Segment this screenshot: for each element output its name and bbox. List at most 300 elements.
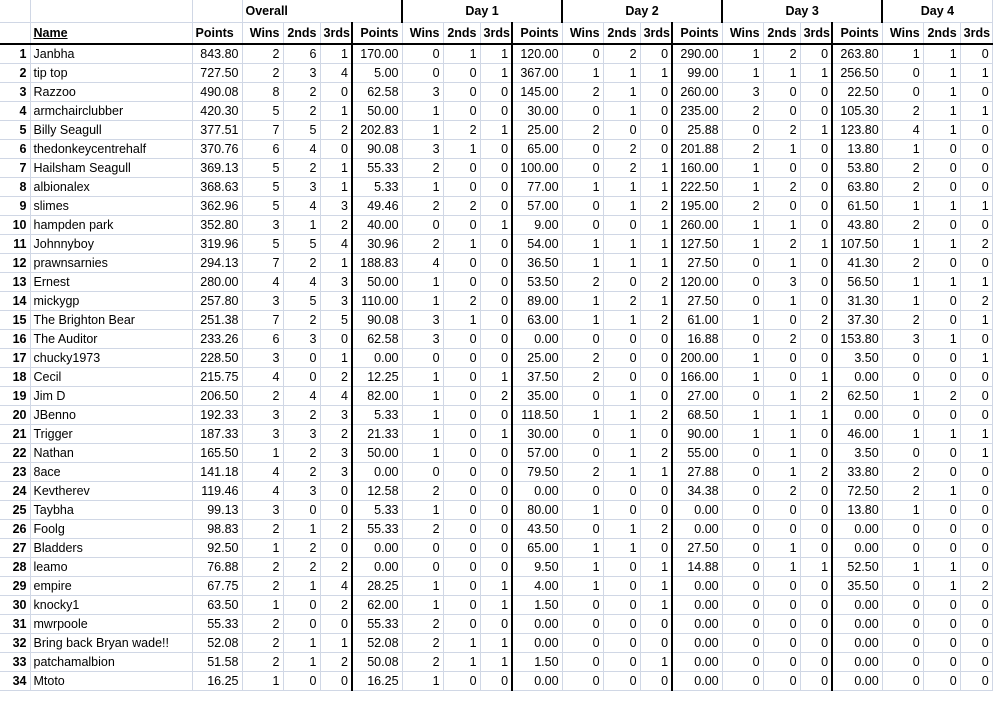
seconds-cell: 2: [443, 292, 480, 311]
thirds-cell: 0: [480, 349, 512, 368]
thirds-cell: 0: [480, 102, 512, 121]
thirds-cell: 0: [800, 197, 832, 216]
thirds-cell: 0: [480, 539, 512, 558]
table-row: [0, 197, 992, 216]
seconds-cell: 4: [283, 387, 320, 406]
thirds-cell: 0: [960, 159, 992, 178]
points-cell: 27.50: [672, 254, 722, 273]
column-header: 2nds: [283, 22, 320, 44]
seconds-cell: 1: [443, 311, 480, 330]
wins-cell: 1: [402, 596, 443, 615]
rank-column-header: [0, 22, 30, 44]
seconds-cell: 0: [283, 672, 320, 691]
seconds-cell: 1: [923, 558, 960, 577]
thirds-cell: 0: [640, 634, 672, 653]
seconds-cell: 1: [603, 425, 640, 444]
seconds-cell: 0: [603, 121, 640, 140]
seconds-cell: 0: [603, 216, 640, 235]
thirds-cell: 1: [480, 216, 512, 235]
wins-cell: 0: [402, 463, 443, 482]
seconds-cell: 1: [603, 102, 640, 121]
wins-cell: 1: [722, 368, 763, 387]
wins-cell: 0: [562, 444, 603, 463]
thirds-cell: 1: [800, 235, 832, 254]
wins-cell: 5: [242, 197, 283, 216]
seconds-cell: 1: [763, 539, 800, 558]
thirds-cell: 0: [960, 387, 992, 406]
table-row: [0, 425, 992, 444]
seconds-cell: 0: [923, 634, 960, 653]
column-header-row: [0, 22, 992, 44]
points-cell: 0.00: [672, 653, 722, 672]
wins-cell: 0: [882, 64, 923, 83]
thirds-cell: 0: [960, 634, 992, 653]
seconds-cell: 1: [603, 387, 640, 406]
points-cell: 233.26: [192, 330, 242, 349]
points-cell: 0.00: [832, 596, 882, 615]
wins-cell: 1: [882, 197, 923, 216]
thirds-cell: 0: [800, 140, 832, 159]
wins-cell: 6: [242, 140, 283, 159]
name-cell: Ernest: [30, 273, 192, 292]
wins-cell: 2: [882, 159, 923, 178]
points-cell: 0.00: [672, 672, 722, 691]
points-cell: 30.96: [352, 235, 402, 254]
seconds-cell: 0: [763, 501, 800, 520]
rank-cell: 18: [0, 368, 30, 387]
rank-cell: 14: [0, 292, 30, 311]
thirds-cell: 2: [960, 235, 992, 254]
seconds-cell: 1: [603, 64, 640, 83]
points-cell: 0.00: [832, 672, 882, 691]
points-cell: 55.33: [352, 520, 402, 539]
points-cell: 13.80: [832, 140, 882, 159]
wins-cell: 1: [562, 539, 603, 558]
points-cell: 50.00: [352, 102, 402, 121]
wins-cell: 3: [242, 406, 283, 425]
points-cell: 12.58: [352, 482, 402, 501]
wins-cell: 1: [562, 254, 603, 273]
wins-cell: 1: [402, 178, 443, 197]
thirds-cell: 0: [960, 330, 992, 349]
seconds-cell: 0: [763, 349, 800, 368]
seconds-cell: 1: [923, 83, 960, 102]
wins-cell: 2: [562, 121, 603, 140]
points-cell: 52.08: [352, 634, 402, 653]
seconds-cell: 0: [763, 197, 800, 216]
thirds-cell: 0: [640, 482, 672, 501]
wins-cell: 0: [562, 140, 603, 159]
thirds-cell: 0: [800, 653, 832, 672]
seconds-cell: 2: [763, 44, 800, 64]
seconds-cell: 5: [283, 292, 320, 311]
points-cell: 72.50: [832, 482, 882, 501]
seconds-cell: 1: [283, 216, 320, 235]
points-cell: 53.50: [512, 273, 562, 292]
wins-cell: 1: [402, 121, 443, 140]
points-cell: 153.80: [832, 330, 882, 349]
thirds-cell: 0: [960, 368, 992, 387]
wins-cell: 1: [722, 311, 763, 330]
wins-cell: 0: [562, 216, 603, 235]
thirds-cell: 0: [960, 178, 992, 197]
seconds-cell: 3: [763, 273, 800, 292]
thirds-cell: 0: [800, 634, 832, 653]
points-cell: 34.38: [672, 482, 722, 501]
seconds-cell: 0: [923, 292, 960, 311]
column-header: 3rds: [960, 22, 992, 44]
thirds-cell: 0: [960, 558, 992, 577]
thirds-cell: 2: [320, 216, 352, 235]
rank-cell: 8: [0, 178, 30, 197]
thirds-cell: 0: [640, 501, 672, 520]
thirds-cell: 3: [320, 273, 352, 292]
thirds-cell: 1: [800, 406, 832, 425]
thirds-cell: 1: [960, 197, 992, 216]
wins-cell: 0: [722, 387, 763, 406]
seconds-cell: 2: [283, 83, 320, 102]
points-cell: 141.18: [192, 463, 242, 482]
wins-cell: 1: [402, 102, 443, 121]
points-cell: 43.80: [832, 216, 882, 235]
points-cell: 370.76: [192, 140, 242, 159]
seconds-cell: 0: [603, 577, 640, 596]
points-cell: 61.00: [672, 311, 722, 330]
wins-cell: 0: [722, 596, 763, 615]
points-cell: 63.80: [832, 178, 882, 197]
wins-cell: 2: [722, 140, 763, 159]
wins-cell: 2: [562, 368, 603, 387]
thirds-cell: 0: [960, 653, 992, 672]
points-cell: 30.00: [512, 102, 562, 121]
wins-cell: 2: [242, 558, 283, 577]
thirds-cell: 0: [480, 292, 512, 311]
points-cell: 120.00: [512, 44, 562, 64]
seconds-cell: 0: [603, 501, 640, 520]
seconds-cell: 0: [923, 653, 960, 672]
thirds-cell: 0: [480, 406, 512, 425]
thirds-cell: 1: [960, 311, 992, 330]
rank-cell: 22: [0, 444, 30, 463]
wins-cell: 3: [402, 83, 443, 102]
wins-cell: 2: [242, 64, 283, 83]
wins-cell: 1: [882, 425, 923, 444]
seconds-cell: 0: [763, 102, 800, 121]
table-row: [0, 463, 992, 482]
table-row: [0, 501, 992, 520]
table-row: [0, 387, 992, 406]
points-cell: 30.00: [512, 425, 562, 444]
name-cell: Taybha: [30, 501, 192, 520]
points-cell: 118.50: [512, 406, 562, 425]
thirds-cell: 1: [800, 558, 832, 577]
points-cell: 206.50: [192, 387, 242, 406]
seconds-cell: 0: [443, 463, 480, 482]
wins-cell: 1: [722, 425, 763, 444]
rank-cell: 6: [0, 140, 30, 159]
thirds-cell: 1: [640, 577, 672, 596]
thirds-cell: 0: [480, 330, 512, 349]
points-cell: 16.25: [352, 672, 402, 691]
seconds-cell: 1: [763, 64, 800, 83]
seconds-cell: 0: [923, 672, 960, 691]
table-row: [0, 330, 992, 349]
wins-cell: 1: [882, 558, 923, 577]
table-row: [0, 368, 992, 387]
seconds-cell: 1: [603, 83, 640, 102]
seconds-cell: 1: [923, 425, 960, 444]
seconds-cell: 1: [923, 235, 960, 254]
wins-cell: 1: [722, 159, 763, 178]
wins-cell: 3: [402, 140, 443, 159]
wins-cell: 3: [242, 216, 283, 235]
column-header: Points: [192, 22, 242, 44]
points-cell: 192.33: [192, 406, 242, 425]
thirds-cell: 0: [480, 159, 512, 178]
thirds-cell: 3: [320, 292, 352, 311]
points-cell: 367.00: [512, 64, 562, 83]
thirds-cell: 0: [800, 273, 832, 292]
wins-cell: 1: [562, 292, 603, 311]
seconds-cell: 0: [923, 311, 960, 330]
seconds-cell: 1: [763, 558, 800, 577]
wins-cell: 0: [722, 653, 763, 672]
wins-cell: 4: [242, 273, 283, 292]
points-cell: 99.00: [672, 64, 722, 83]
seconds-cell: 0: [443, 349, 480, 368]
wins-cell: 0: [722, 254, 763, 273]
points-cell: 166.00: [672, 368, 722, 387]
points-cell: 119.46: [192, 482, 242, 501]
wins-cell: 3: [722, 83, 763, 102]
wins-cell: 0: [562, 615, 603, 634]
name-cell: Hailsham Seagull: [30, 159, 192, 178]
points-cell: 165.50: [192, 444, 242, 463]
thirds-cell: 0: [960, 254, 992, 273]
wins-cell: 0: [882, 83, 923, 102]
seconds-cell: 0: [283, 596, 320, 615]
thirds-cell: 0: [480, 254, 512, 273]
points-cell: 0.00: [832, 539, 882, 558]
points-cell: 260.00: [672, 83, 722, 102]
thirds-cell: 0: [800, 330, 832, 349]
seconds-cell: 0: [443, 520, 480, 539]
wins-cell: 5: [242, 102, 283, 121]
wins-cell: 1: [402, 672, 443, 691]
points-cell: 4.00: [512, 577, 562, 596]
thirds-cell: 0: [800, 615, 832, 634]
points-cell: 25.00: [512, 349, 562, 368]
thirds-cell: 1: [640, 178, 672, 197]
seconds-cell: 2: [283, 311, 320, 330]
rank-cell: 30: [0, 596, 30, 615]
seconds-cell: 0: [763, 159, 800, 178]
points-cell: 27.50: [672, 292, 722, 311]
points-cell: 31.30: [832, 292, 882, 311]
thirds-cell: 0: [640, 102, 672, 121]
points-cell: 33.80: [832, 463, 882, 482]
name-cell: hampden park: [30, 216, 192, 235]
thirds-cell: 1: [320, 349, 352, 368]
wins-cell: 1: [402, 444, 443, 463]
thirds-cell: 0: [320, 615, 352, 634]
thirds-cell: 0: [960, 672, 992, 691]
thirds-cell: 1: [960, 273, 992, 292]
points-cell: 12.25: [352, 368, 402, 387]
column-header: 3rds: [320, 22, 352, 44]
thirds-cell: 1: [640, 159, 672, 178]
thirds-cell: 1: [800, 64, 832, 83]
thirds-cell: 0: [960, 216, 992, 235]
points-cell: 362.96: [192, 197, 242, 216]
seconds-cell: 1: [923, 197, 960, 216]
seconds-cell: 2: [763, 330, 800, 349]
wins-cell: 0: [882, 615, 923, 634]
table-row: [0, 653, 992, 672]
table-row: [0, 444, 992, 463]
thirds-cell: 4: [320, 64, 352, 83]
seconds-cell: 0: [443, 254, 480, 273]
points-cell: 5.33: [352, 406, 402, 425]
points-cell: 235.00: [672, 102, 722, 121]
thirds-cell: 1: [960, 102, 992, 121]
seconds-cell: 1: [443, 634, 480, 653]
points-cell: 727.50: [192, 64, 242, 83]
name-cell: knocky1: [30, 596, 192, 615]
thirds-cell: 0: [640, 387, 672, 406]
points-cell: 65.00: [512, 140, 562, 159]
points-cell: 0.00: [832, 520, 882, 539]
points-cell: 49.46: [352, 197, 402, 216]
points-cell: 46.00: [832, 425, 882, 444]
thirds-cell: 1: [320, 178, 352, 197]
thirds-cell: 0: [960, 482, 992, 501]
name-cell: mwrpoole: [30, 615, 192, 634]
thirds-cell: 0: [960, 44, 992, 64]
wins-cell: 2: [882, 463, 923, 482]
thirds-cell: 1: [480, 653, 512, 672]
wins-cell: 0: [722, 672, 763, 691]
name-cell: slimes: [30, 197, 192, 216]
seconds-cell: 1: [603, 197, 640, 216]
name-cell: Johnnyboy: [30, 235, 192, 254]
seconds-cell: 1: [603, 178, 640, 197]
points-cell: 294.13: [192, 254, 242, 273]
points-cell: 3.50: [832, 349, 882, 368]
thirds-cell: 0: [960, 501, 992, 520]
seconds-cell: 2: [283, 463, 320, 482]
seconds-cell: 0: [443, 425, 480, 444]
name-column-header: Name: [30, 22, 192, 44]
wins-cell: 7: [242, 121, 283, 140]
wins-cell: 0: [722, 539, 763, 558]
table-row: [0, 159, 992, 178]
group-header-day-1: Day 1: [402, 0, 562, 22]
rank-cell: 2: [0, 64, 30, 83]
wins-cell: 1: [882, 501, 923, 520]
group-header-day-3: Day 3: [722, 0, 882, 22]
thirds-cell: 0: [480, 482, 512, 501]
wins-cell: 4: [242, 368, 283, 387]
points-cell: 79.50: [512, 463, 562, 482]
thirds-cell: 5: [320, 311, 352, 330]
seconds-cell: 1: [443, 235, 480, 254]
table-row: [0, 235, 992, 254]
points-cell: 62.58: [352, 330, 402, 349]
thirds-cell: 0: [800, 672, 832, 691]
seconds-cell: 4: [283, 273, 320, 292]
wins-cell: 2: [882, 102, 923, 121]
seconds-cell: 0: [923, 159, 960, 178]
rank-cell: 17: [0, 349, 30, 368]
wins-cell: 1: [402, 387, 443, 406]
name-cell: tip top: [30, 64, 192, 83]
wins-cell: 1: [242, 444, 283, 463]
seconds-cell: 1: [923, 102, 960, 121]
seconds-cell: 0: [443, 64, 480, 83]
points-cell: 35.50: [832, 577, 882, 596]
points-cell: 35.00: [512, 387, 562, 406]
wins-cell: 0: [882, 520, 923, 539]
wins-cell: 3: [402, 311, 443, 330]
points-cell: 107.50: [832, 235, 882, 254]
seconds-cell: 0: [763, 634, 800, 653]
thirds-cell: 3: [320, 463, 352, 482]
wins-cell: 0: [882, 444, 923, 463]
seconds-cell: 0: [443, 501, 480, 520]
table-row: [0, 482, 992, 501]
seconds-cell: 1: [283, 520, 320, 539]
seconds-cell: 2: [283, 444, 320, 463]
wins-cell: 1: [402, 368, 443, 387]
seconds-cell: 1: [603, 463, 640, 482]
points-cell: 0.00: [832, 615, 882, 634]
points-cell: 260.00: [672, 216, 722, 235]
thirds-cell: 0: [640, 140, 672, 159]
thirds-cell: 0: [800, 425, 832, 444]
seconds-cell: 1: [283, 634, 320, 653]
rank-cell: 32: [0, 634, 30, 653]
rank-cell: 29: [0, 577, 30, 596]
seconds-cell: 0: [923, 615, 960, 634]
rank-cell: 28: [0, 558, 30, 577]
wins-cell: 0: [722, 577, 763, 596]
thirds-cell: 1: [480, 64, 512, 83]
wins-cell: 4: [882, 121, 923, 140]
points-cell: 92.50: [192, 539, 242, 558]
seconds-cell: 0: [603, 368, 640, 387]
name-cell: mickygp: [30, 292, 192, 311]
wins-cell: 0: [722, 482, 763, 501]
wins-cell: 2: [242, 615, 283, 634]
wins-cell: 0: [722, 330, 763, 349]
thirds-cell: 0: [640, 44, 672, 64]
thirds-cell: 1: [640, 463, 672, 482]
points-cell: 0.00: [672, 520, 722, 539]
seconds-cell: 0: [443, 83, 480, 102]
thirds-cell: 0: [800, 577, 832, 596]
seconds-cell: 2: [443, 121, 480, 140]
points-cell: 14.88: [672, 558, 722, 577]
wins-cell: 1: [722, 349, 763, 368]
points-cell: 51.58: [192, 653, 242, 672]
thirds-cell: 2: [320, 425, 352, 444]
thirds-cell: 1: [320, 102, 352, 121]
column-header: 2nds: [443, 22, 480, 44]
points-cell: 369.13: [192, 159, 242, 178]
rank-cell: 23: [0, 463, 30, 482]
seconds-cell: 0: [603, 482, 640, 501]
